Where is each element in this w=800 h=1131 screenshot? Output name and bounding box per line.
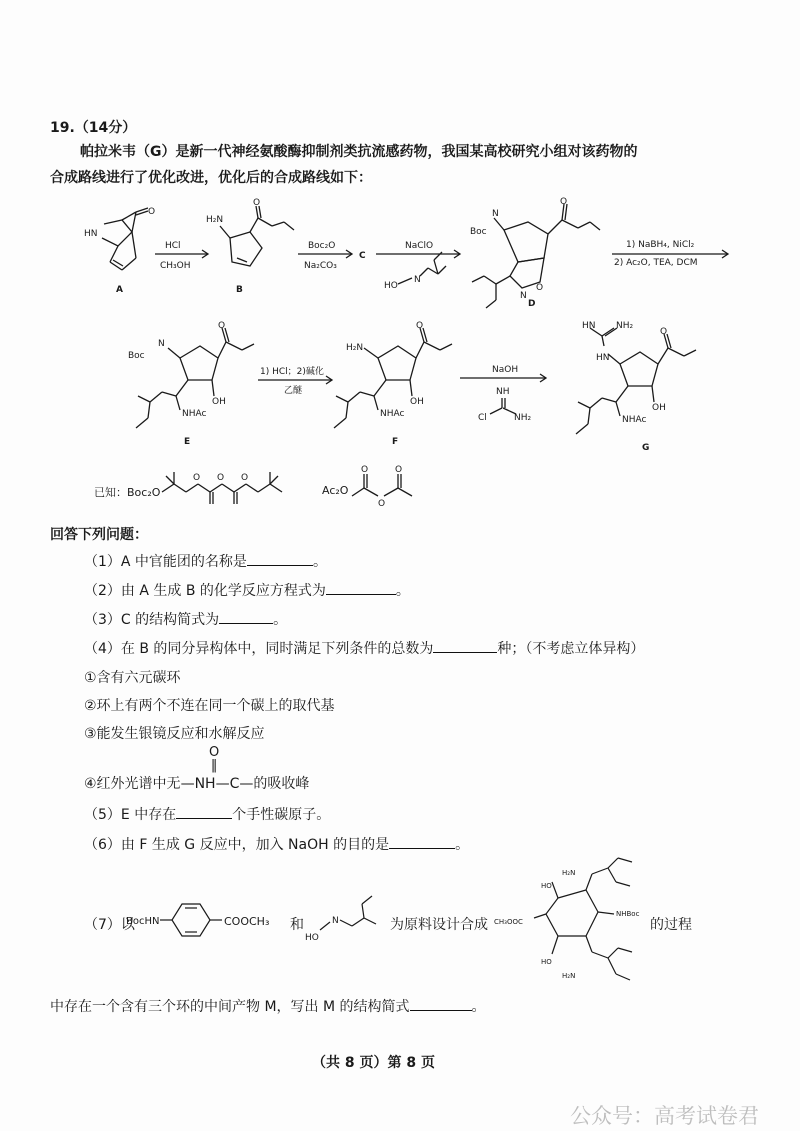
label-f: F	[392, 437, 399, 447]
atom-n-ring-d: N	[520, 291, 527, 301]
amide-group-text: —NH—C—	[180, 776, 254, 792]
arrow-cd-top: NaClO	[405, 241, 434, 251]
atom-hn: HN	[84, 229, 98, 239]
atom-h2n-f: H₂N	[346, 343, 364, 353]
question-5-end: 个手性碳原子。	[232, 807, 331, 823]
condition-4	[84, 745, 310, 793]
intro-line-2: 合成路线进行了优化改进，优化后的合成路线如下：	[50, 170, 372, 186]
question-2	[84, 580, 410, 600]
question-3-text: （3）C 的结构简式为	[84, 612, 220, 628]
atom-o-ac3: O	[395, 465, 403, 475]
question-6-text: （6）由 F 生成 G 反应中，加入 NaOH 的目的是	[84, 837, 390, 853]
label-c: C	[359, 251, 366, 261]
compound-a-structure	[84, 207, 155, 270]
atom-oh-g: OH	[652, 403, 666, 413]
q7-mid: 为原料设计合成	[390, 917, 488, 933]
known-boc2o-label: 已知：Boc₂O	[94, 486, 161, 499]
atom-o-e: O	[218, 321, 226, 331]
atom-o-d: O	[560, 197, 568, 207]
atom-nh2-g: NH₂	[616, 321, 634, 331]
q7-h2n-top: H₂N	[562, 869, 576, 877]
atom-h2n-b: H₂N	[206, 215, 224, 225]
atom-boc-e: Boc	[128, 351, 145, 361]
atom-boc-d: Boc	[470, 227, 487, 237]
compound-f-structure	[334, 321, 452, 428]
atom-o-b: O	[253, 198, 261, 208]
answer-blank-2[interactable]	[326, 581, 396, 595]
atom-n-e: N	[158, 339, 165, 349]
atom-nhac-g: NHAc	[622, 415, 647, 425]
compound-d-structure	[470, 197, 600, 308]
synthesis-scheme	[0, 0, 800, 530]
atom-o-ring-d: O	[536, 283, 544, 293]
question-1	[84, 551, 327, 571]
condition-3: ③能发生银镜反应和水解反应	[84, 726, 265, 742]
boc2o-structure	[162, 472, 282, 504]
watermark: 公众号：高考试卷君	[570, 1104, 759, 1128]
atom-o: O	[148, 207, 156, 217]
q7-cooch3: COOCH₃	[224, 915, 270, 928]
page-footer: （共 8 页）第 8 页	[312, 1055, 435, 1071]
arrow-ef-bottom: 乙醚	[284, 386, 303, 396]
q7-ho-bottom: HO	[541, 958, 552, 966]
q7-and: 和	[290, 917, 304, 933]
atom-o-ac1: O	[361, 465, 369, 475]
question-3	[84, 609, 287, 629]
question-number: 19.（14分）	[50, 120, 137, 136]
arrow-de-bottom: 2) Ac₂O, TEA, DCM	[614, 258, 698, 268]
label-b: B	[236, 285, 243, 295]
atom-oh-e: OH	[212, 397, 226, 407]
question-4-end: 种；（不考虑立体异构）	[497, 641, 645, 657]
atom-nh-reagent: NH	[496, 387, 510, 397]
question-2-text: （2）由 A 生成 B 的化学反应方程式为	[84, 583, 326, 599]
condition-1: ①含有六元碳环	[84, 670, 181, 686]
question-6	[84, 834, 469, 854]
atom-hn-g: HN	[582, 321, 596, 331]
question-2-end: 。	[395, 583, 410, 599]
question-6-end: 。	[455, 837, 470, 853]
q7-end: 的过程	[650, 917, 692, 933]
atom-hn-ring-g: HN	[596, 353, 610, 363]
atom-nhac-e: NHAc	[182, 409, 207, 419]
atom-o-boc1: O	[193, 473, 201, 483]
arrow-ab-top: HCl	[165, 241, 181, 251]
atom-nh2-reagent: NH₂	[514, 413, 532, 423]
answer-blank-3[interactable]	[219, 610, 273, 624]
answer-blank-1[interactable]	[247, 552, 313, 566]
arrow-bc-bottom: Na₂CO₃	[304, 261, 337, 271]
label-g: G	[642, 443, 650, 453]
answer-blank-4[interactable]	[433, 639, 497, 653]
q7-ho: HO	[305, 933, 319, 943]
label-e: E	[184, 437, 191, 447]
amide-oxygen: O	[208, 745, 220, 760]
label-d: D	[528, 299, 536, 309]
q7-n: N	[332, 916, 339, 926]
atom-o-boc3: O	[241, 473, 249, 483]
q7-target-structure	[528, 852, 648, 992]
arrow-de-top: 1) NaBH₄, NiCl₂	[626, 240, 695, 250]
atom-ho-reagent: HO	[384, 281, 398, 291]
atom-oh-f: OH	[410, 397, 424, 407]
q7-h2n-bottom: H₂N	[562, 972, 576, 980]
answer-blank-5[interactable]	[176, 805, 232, 819]
arrow-bc-top: Boc₂O	[308, 241, 336, 251]
atom-n-reagent: N	[414, 275, 421, 285]
question-7-line2-text: 中存在一个含有三个环的中间产物 M，写出 M 的结构简式	[50, 999, 410, 1015]
atom-cl-reagent: Cl	[478, 413, 487, 423]
atom-o-f: O	[416, 321, 424, 331]
q7-nhboc: NHBoc	[616, 910, 640, 918]
compound-e-structure	[128, 321, 254, 428]
question-7-prefix: （7）以	[84, 917, 135, 933]
atom-o-ac2: O	[378, 499, 386, 509]
q7-ch3ooc: CH₃OOC	[494, 918, 523, 926]
atom-n-d: N	[492, 209, 499, 219]
question-7-line2	[50, 996, 486, 1016]
question-5	[84, 804, 330, 824]
atom-o-boc2: O	[217, 473, 225, 483]
question-4-text: （4）在 B 的同分异构体中，同时满足下列条件的总数为	[84, 641, 434, 657]
question-3-end: 。	[273, 612, 288, 628]
question-1-text: （1）A 中官能团的名称是	[84, 554, 247, 570]
intro-line-1: 帕拉米韦（G）是新一代神经氨酸酶抑制剂类抗流感药物，我国某高校研究小组对该药物的	[80, 144, 638, 160]
condition-2: ②环上有两个不连在同一个碳上的取代基	[84, 698, 335, 714]
answer-blank-7[interactable]	[410, 997, 472, 1011]
q7-bochn: BocHN	[126, 916, 160, 927]
atom-nhac-f: NHAc	[380, 409, 405, 419]
question-4	[84, 638, 644, 658]
condition-4-text: ④红外光谱中无	[84, 776, 181, 792]
label-a: A	[116, 285, 123, 295]
arrow-fg-top: NaOH	[492, 365, 519, 375]
question-5-text: （5）E 中存在	[84, 807, 177, 823]
arrow-ab-bottom: CH₃OH	[160, 261, 191, 271]
compound-b-structure	[206, 198, 294, 266]
answer-blank-6[interactable]	[389, 835, 455, 849]
amide-carbonyl: O ‖	[208, 745, 220, 773]
compound-g-structure	[576, 321, 696, 434]
arrow-ef-top: 1) HCl；2)碱化	[260, 367, 324, 377]
q7-ho-top: HO	[541, 882, 552, 890]
ac2o-structure	[352, 465, 412, 509]
condition-4-end: 的吸收峰	[253, 776, 310, 792]
question-1-end: 。	[312, 554, 327, 570]
atom-o-g: O	[660, 327, 668, 337]
amide-group	[180, 745, 254, 792]
known-ac2o-label: Ac₂O	[322, 484, 349, 497]
answer-prompt: 回答下列问题：	[50, 527, 148, 543]
question-7-line2-end: 。	[471, 999, 486, 1015]
